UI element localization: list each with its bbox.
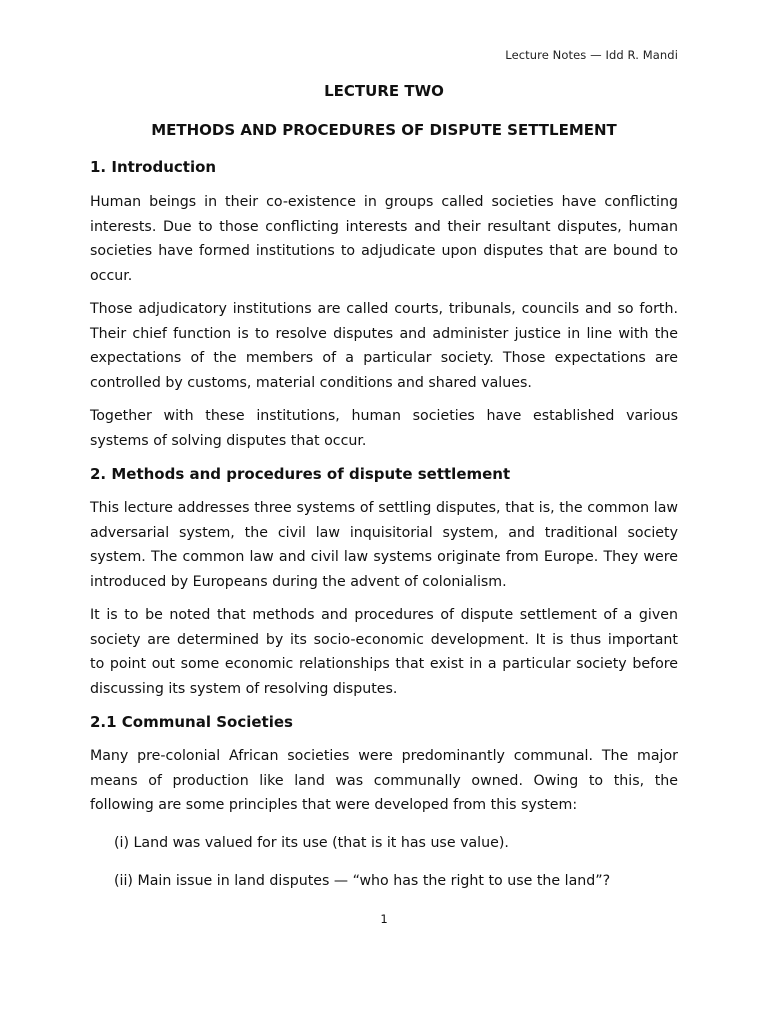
page-number: 1 [380,912,388,926]
paragraph [90,297,678,395]
text-line: It is to be noted that methods and procedures of dispute settlement of a given [90,607,678,623]
list-item: (i) Land was valued for its use (that is it has use value). [114,834,509,851]
text-line: discussing its system of resolving disputes. [90,680,398,697]
text-line: interests. Due to those conflicting interests and their resultant disputes, human [90,218,678,235]
text-line: following are some principles that were developed from this system: [90,797,578,813]
text-line: means of production like land was communally owned. Owing to this, the [90,772,678,789]
lecture-title: LECTURE TWO [324,82,444,100]
list-item: (ii) Main issue in land disputes — “who has the right to use the land”? [114,872,611,889]
text-line: adversarial system, the civil law inquisitorial system, and traditional society [90,524,678,541]
text-line: systems of solving disputes that occur. [90,432,367,449]
paragraph [90,190,678,288]
paragraph [90,404,678,453]
section-heading-communal-societies: 2.1 Communal Societies [90,713,293,731]
running-header: Lecture Notes — Idd R. Mandi [505,48,678,62]
paragraph [90,744,678,818]
section-heading-introduction: 1. Introduction [90,158,217,176]
text-line: controlled by customs, material conditions and shared values. [90,374,532,391]
text-line: introduced by Europeans during the advent of colonialism. [90,573,507,590]
text-line: expectations of the members of a particular society. Those expectations are [90,350,678,366]
text-line: system. The common law and civil law systems originate from Europe. They were [90,549,678,565]
text-line: Together with these institutions, human societies have established various [90,408,678,424]
paragraph [90,603,678,701]
text-line: occur. [90,267,133,284]
text-line: societies have formed institutions to adjudicate upon disputes that are bound to [90,243,678,259]
document-body [90,80,678,892]
text-line: Those adjudicatory institutions are called courts, tribunals, councils and so forth. [90,301,678,317]
text-line: to point out some economic relationships that exist in a particular society before [90,656,678,672]
paragraph [90,496,678,594]
text-line: Human beings in their co-existence in groups called societies have conflicting [90,194,678,210]
text-line: This lecture addresses three systems of settling disputes, that is, the common law [90,500,678,516]
text-line: Many pre-colonial African societies were predominantly communal. The major [90,748,678,764]
document-title: METHODS AND PROCEDURES OF DISPUTE SETTLEMENT [151,121,617,139]
text-line: Their chief function is to resolve disputes and administer justice in line with the [90,325,678,342]
text-line: society are determined by its socio-economic development. It is thus important [90,631,678,648]
section-heading-methods: 2. Methods and procedures of dispute settlement [90,465,511,483]
